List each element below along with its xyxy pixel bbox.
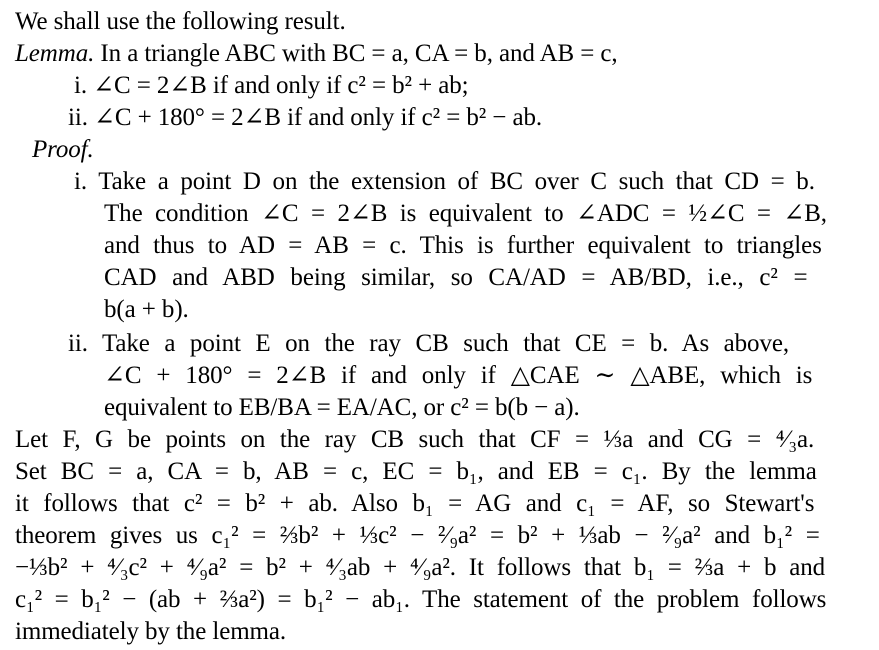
body-text-7: immediately by the lemma. <box>15 618 287 645</box>
lemma-statement: In a triangle ABC with BC = a, CA = b, and AB = c, <box>100 40 618 67</box>
body-line-5 <box>15 552 825 584</box>
lemma-item-ii <box>68 102 542 134</box>
body-line-7 <box>15 616 286 648</box>
body-line-2 <box>15 456 817 488</box>
lemma-item-ii-marker: ii. <box>68 104 88 131</box>
body-line-4 <box>15 520 820 552</box>
proof-item-i-text-4: CAD and ABD being similar, so CA/AD = AB/BD, i.e., c² = <box>104 264 808 291</box>
proof-label: Proof. <box>32 136 94 163</box>
proof-item-i-line-5 <box>104 294 189 326</box>
proof-item-i-line-3 <box>104 230 822 262</box>
body-text-5: −⅓b² + ⁴⁄₃c² + ⁴⁄₉a² = b² + ⁴⁄₃ab + ⁴⁄₉a². It follows that b₁ = ⅔a + b and <box>15 554 826 581</box>
proof-item-i-text-3: and thus to AD = AB = c. This is further equivalent to triangles <box>104 232 822 259</box>
body-text-1: Let F, G be points on the ray CB such that CF = ⅓a and CG = ⁴⁄₃a. <box>15 426 815 453</box>
proof-item-i-line-4 <box>104 262 807 294</box>
proof-label-line <box>32 134 94 166</box>
lemma-item-i-marker: i. <box>74 72 87 99</box>
lemma-label: Lemma. <box>15 40 95 67</box>
lemma-item-i <box>74 70 468 102</box>
body-line-6 <box>15 584 826 616</box>
proof-item-ii-line-3 <box>104 392 580 424</box>
body-text-6: c₁² = b₁² − (ab + ⅔a²) = b₁² − ab₁. The statement of the problem follows <box>15 586 827 613</box>
body-text-4: theorem gives us c₁² = ⅔b² + ⅓c² − ²⁄₉a² = b² + ⅓ab − ²⁄₉a² and b₁² = <box>15 522 820 549</box>
lemma-statement-line <box>15 38 618 70</box>
proof-item-i-text-5: b(a + b). <box>104 296 189 323</box>
proof-item-ii-line-2 <box>104 360 812 392</box>
proof-item-i-marker: i. <box>74 168 87 195</box>
intro-text: We shall use the following result. <box>15 8 346 35</box>
body-line-1 <box>15 424 814 456</box>
proof-item-i-text-1: Take a point D on the extension of BC over C such that CD = b. <box>98 168 815 195</box>
proof-item-i-text-2: The condition ∠C = 2∠B is equivalent to ∠ADC = ½∠C = ∠B, <box>104 200 827 227</box>
intro-line <box>15 6 346 38</box>
proof-item-i-line-1 <box>74 166 815 198</box>
body-line-3 <box>15 488 814 520</box>
proof-item-ii-line-1 <box>68 328 789 360</box>
proof-item-ii-marker: ii. <box>68 330 88 357</box>
proof-item-i-line-2 <box>104 198 827 230</box>
proof-item-ii-text-3: equivalent to EB/BA = EA/AC, or c² = b(b − a). <box>104 394 580 421</box>
lemma-item-i-text: ∠C = 2∠B if and only if c² = b² + ab; <box>93 72 469 99</box>
body-text-2: Set BC = a, CA = b, AB = c, EC = b₁, and EB = c₁. By the lemma <box>15 458 817 485</box>
proof-item-ii-text-1: Take a point E on the ray CB such that CE = b. As above, <box>101 330 789 357</box>
body-text-3: it follows that c² = b² + ab. Also b₁ = AG and c₁ = AF, so Stewart's <box>15 490 815 517</box>
proof-item-ii-text-2: ∠C + 180° = 2∠B if and only if △CAE ∼ △ABE, which is <box>104 362 813 389</box>
lemma-item-ii-text: ∠C + 180° = 2∠B if and only if c² = b² − ab. <box>94 104 543 131</box>
